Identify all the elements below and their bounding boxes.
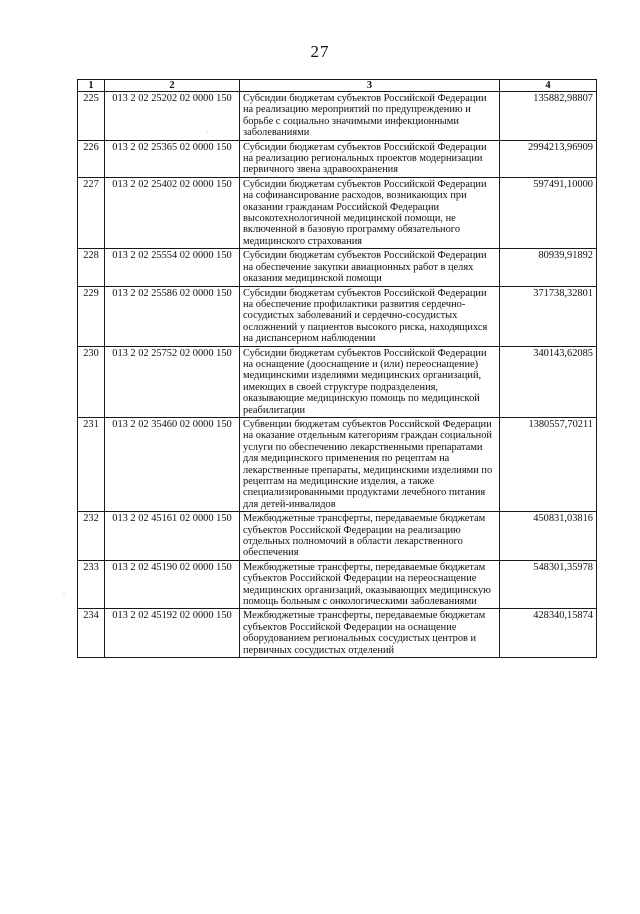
budget-code: 013 2 02 25554 02 0000 150 [105,249,240,286]
row-amount: 340143,62085 [500,346,597,417]
row-description: Межбюджетные трансферты, передаваемые бюджетам субъектов Российской Федерации на реализацию отдельных полномочий в области лекарственного обеспечения [240,512,500,561]
column-header-1: 1 [78,80,105,92]
row-amount: 371738,32801 [500,286,597,346]
row-description: Субсидии бюджетам субъектов Российской Федерации на оснащение (дооснащение и (или) переоснащение) медицинскими изделиями медицинских организаций, имеющих в своей структуре подразделения, оказывающие медицинскую помощь по медицинской реабилитации [240,346,500,417]
budget-table [77,79,597,658]
budget-code: 013 2 02 25202 02 0000 150 [105,92,240,141]
table-row [78,249,597,286]
row-description: Субвенции бюджетам субъектов Российской Федерации на оказание отдельным категориям граждан социальной услуги по обеспечению лекарственными препаратами для медицинского применения по рецептам на лекарственные препараты, медицинскими изделиями по рецептам на медицинские изделия, а также специализированными продуктами лечебного питания для детей-инвалидов [240,417,500,511]
row-number: 231 [78,417,105,511]
row-description: Субсидии бюджетам субъектов Российской Федерации на обеспечение профилактики развития сердечно-сосудистых заболеваний и сердечно-сосудистых осложнений у пациентов высокого риска, находящихся на диспансерном наблюдении [240,286,500,346]
row-description: Субсидии бюджетам субъектов Российской Федерации на реализацию региональных проектов модернизации первичного звена здравоохранения [240,140,500,177]
table-row [78,177,597,248]
table-header-row [78,80,597,92]
scan-speck: . [206,126,208,135]
row-amount: 80939,91892 [500,249,597,286]
budget-code: 013 2 02 45161 02 0000 150 [105,512,240,561]
budget-code: 013 2 02 45190 02 0000 150 [105,560,240,609]
row-number: 227 [78,177,105,248]
budget-code: 013 2 02 35460 02 0000 150 [105,417,240,511]
row-number: 234 [78,609,105,658]
budget-code: 013 2 02 25402 02 0000 150 [105,177,240,248]
row-amount: 1380557,70211 [500,417,597,511]
column-header-3: 3 [240,80,500,92]
table-row [78,560,597,609]
budget-code: 013 2 02 25752 02 0000 150 [105,346,240,417]
budget-code: 013 2 02 45192 02 0000 150 [105,609,240,658]
table-row [78,512,597,561]
row-number: 225 [78,92,105,141]
table-row [78,346,597,417]
scan-speck: . [63,587,65,596]
budget-code: 013 2 02 25365 02 0000 150 [105,140,240,177]
column-header-4: 4 [500,80,597,92]
row-number: 232 [78,512,105,561]
row-description: Субсидии бюджетам субъектов Российской Федерации на софинансирование расходов, возникающих при оказании гражданам Российской Федерации высокотехнологичной медицинской помощи, не включенной в базовую программу обязательного медицинского страхования [240,177,500,248]
row-amount: 597491,10000 [500,177,597,248]
row-amount: 450831,03816 [500,512,597,561]
table-row [78,140,597,177]
row-amount: 428340,15874 [500,609,597,658]
row-description: Межбюджетные трансферты, передаваемые бюджетам субъектов Российской Федерации на переоснащение медицинских организаций, оказывающих медицинскую помощь больным с онкологическими заболеваниями [240,560,500,609]
budget-code: 013 2 02 25586 02 0000 150 [105,286,240,346]
row-description: Субсидии бюджетам субъектов Российской Федерации на обеспечение закупки авиационных работ в целях оказания медицинской помощи [240,249,500,286]
row-amount: 548301,35978 [500,560,597,609]
table-row [78,92,597,141]
row-amount: 135882,98807 [500,92,597,141]
row-number: 229 [78,286,105,346]
row-number: 226 [78,140,105,177]
page-number: 27 [310,42,330,61]
column-header-2: 2 [105,80,240,92]
row-number: 228 [78,249,105,286]
table-row [78,286,597,346]
row-number: 233 [78,560,105,609]
table-row [78,417,597,511]
row-number: 230 [78,346,105,417]
table-row [78,609,597,658]
row-description: Субсидии бюджетам субъектов Российской Федерации на реализацию мероприятий по предупреждению и борьбе с социально значимыми инфекционными заболеваниями [240,92,500,141]
row-description: Межбюджетные трансферты, передаваемые бюджетам субъектов Российской Федерации на оснащение оборудованием региональных сосудистых центров и первичных сосудистых отделений [240,609,500,658]
row-amount: 2994213,96909 [500,140,597,177]
